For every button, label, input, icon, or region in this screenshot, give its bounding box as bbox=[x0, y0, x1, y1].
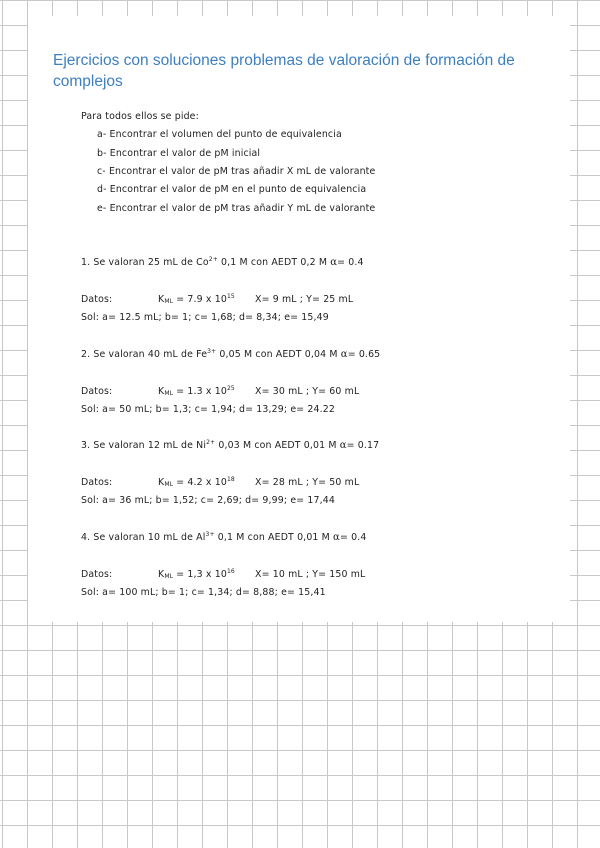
exercise-3-statement bbox=[81, 440, 379, 451]
exercise-2-prefix: 2. Se valoran 40 mL de Fe bbox=[81, 349, 208, 360]
exercise-1-datos-label: Datos: bbox=[81, 294, 113, 305]
exercise-1-solution: Sol: a= 12.5 mL; b= 1; c= 1,68; d= 8,34; e= 15,49 bbox=[81, 312, 329, 323]
kml-exponent: 25 bbox=[226, 385, 235, 392]
exercise-3-solution: Sol: a= 36 mL; b= 1,52; c= 2,69; d= 9,99; e= 17,44 bbox=[81, 495, 335, 506]
kml-subscript: ML bbox=[164, 298, 174, 305]
exercise-2-charge: 3+ bbox=[207, 348, 217, 355]
intro-text: Para todos ellos se pide: bbox=[81, 111, 199, 122]
exercise-4-kml bbox=[158, 569, 235, 580]
exercise-2-kml bbox=[158, 386, 235, 397]
alpha-symbol: α bbox=[333, 532, 340, 543]
request-item-a: a- Encontrar el volumen del punto de equivalencia bbox=[97, 129, 342, 140]
exercise-2-datos-label: Datos: bbox=[81, 386, 113, 397]
exercise-1-prefix: 1. Se valoran 25 mL de Co bbox=[81, 257, 209, 268]
exercise-4-datos-label: Datos: bbox=[81, 569, 113, 580]
kml-subscript: ML bbox=[164, 481, 174, 488]
kml-exponent: 15 bbox=[226, 293, 235, 300]
kml-symbol: K bbox=[158, 569, 165, 580]
exercise-4-alpha-value: = 0.4 bbox=[339, 532, 367, 543]
kml-value: = 1.3 x 10 bbox=[173, 386, 227, 397]
exercise-2-statement bbox=[81, 349, 380, 360]
exercise-1-statement bbox=[81, 257, 364, 268]
exercise-1-xy: X= 9 mL ; Y= 25 mL bbox=[255, 294, 354, 305]
exercise-3-alpha-value: = 0.17 bbox=[346, 440, 380, 451]
exercise-4-statement bbox=[81, 532, 366, 543]
request-item-e: e- Encontrar el valor de pM tras añadir Y mL de valorante bbox=[97, 203, 376, 214]
exercise-2-rest: 0,05 M con AEDT 0,04 M bbox=[216, 349, 341, 360]
request-item-b: b- Encontrar el valor de pM inicial bbox=[97, 148, 261, 159]
kml-value: = 4.2 x 10 bbox=[173, 477, 227, 488]
kml-symbol: K bbox=[158, 477, 165, 488]
kml-symbol: K bbox=[158, 294, 165, 305]
exercise-2-solution: Sol: a= 50 mL; b= 1,3; c= 1,94; d= 13,29; e= 24.22 bbox=[81, 404, 335, 415]
alpha-symbol: α bbox=[340, 349, 348, 360]
exercise-1-charge: 2+ bbox=[208, 256, 218, 263]
kml-subscript: ML bbox=[164, 390, 174, 397]
request-item-c: c- Encontrar el valor de pM tras añadir X mL de valorante bbox=[97, 166, 376, 177]
kml-value: = 7.9 x 10 bbox=[173, 294, 227, 305]
exercise-3-prefix: 3. Se valoran 12 mL de Ni bbox=[81, 440, 207, 451]
kml-exponent: 18 bbox=[226, 476, 235, 483]
request-item-d: d- Encontrar el valor de pM en el punto de equivalencia bbox=[97, 184, 367, 195]
exercise-3-xy: X= 28 mL ; Y= 50 mL bbox=[255, 477, 360, 488]
exercise-4-solution: Sol: a= 100 mL; b= 1; c= 1,34; d= 8,88; e= 15,41 bbox=[81, 587, 326, 598]
alpha-symbol: α bbox=[330, 257, 338, 268]
exercise-1-kml bbox=[158, 294, 235, 305]
kml-value: = 1,3 x 10 bbox=[173, 569, 227, 580]
exercise-3-rest: 0,03 M con AEDT 0,01 M bbox=[215, 440, 340, 451]
exercise-4-charge: 3+ bbox=[205, 531, 215, 538]
alpha-symbol: α bbox=[339, 440, 347, 451]
exercise-4-xy: X= 10 mL ; Y= 150 mL bbox=[255, 569, 366, 580]
exercise-1-alpha-value: = 0.4 bbox=[337, 257, 364, 268]
exercise-1-rest: 0,1 M con AEDT 0,2 M bbox=[217, 257, 331, 268]
kml-symbol: K bbox=[158, 386, 165, 397]
exercise-3-kml bbox=[158, 477, 235, 488]
exercise-3-charge: 2+ bbox=[206, 439, 216, 446]
page-title: Ejercicios con soluciones problemas de valoración de formación de complejos bbox=[53, 52, 515, 90]
kml-subscript: ML bbox=[164, 573, 174, 580]
exercise-2-xy: X= 30 mL ; Y= 60 mL bbox=[255, 386, 360, 397]
kml-exponent: 16 bbox=[226, 568, 235, 575]
exercise-2-alpha-value: = 0.65 bbox=[347, 349, 381, 360]
exercise-4-rest: 0,1 M con AEDT 0,01 M bbox=[214, 532, 334, 543]
exercise-4-prefix: 4. Se valoran 10 mL de Al bbox=[81, 532, 206, 543]
exercise-3-datos-label: Datos: bbox=[81, 477, 113, 488]
